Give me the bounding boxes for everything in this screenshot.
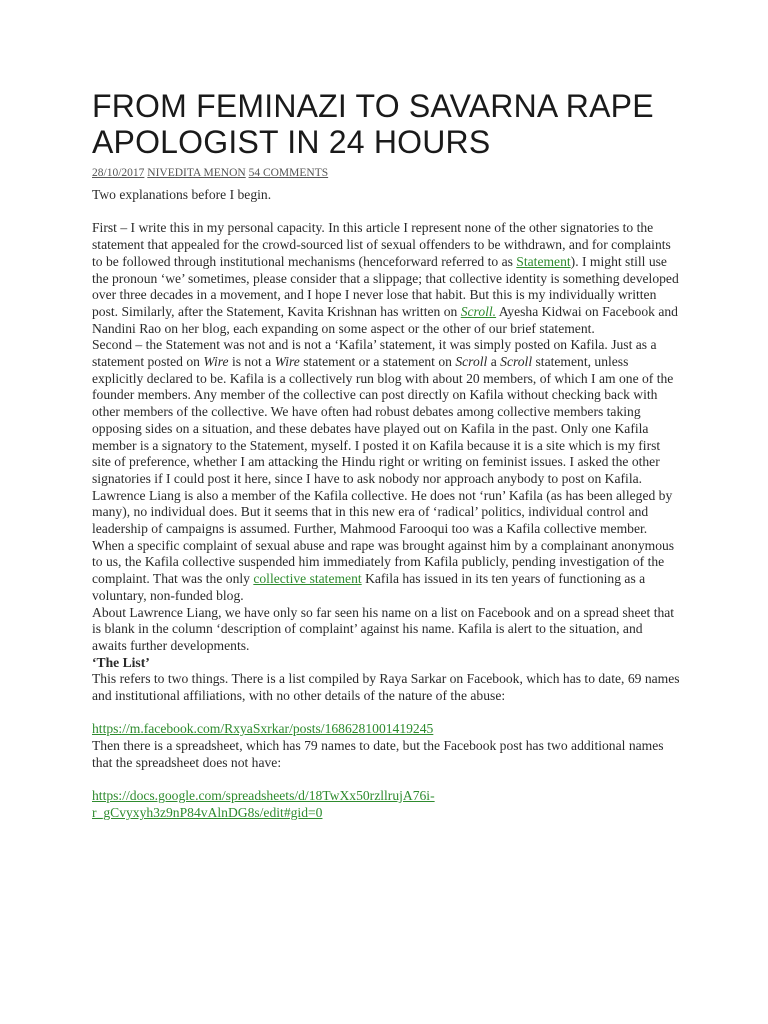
paragraph-second: Second – the Statement was not and is not a ‘Kafila’ statement, it was simply posted on Kafila. Just as a statement posted on Wire is not a Wire statement or a statement on Scroll a Scroll statement, unless explicitly declared to be. Kafila is a collectively run blog with about 20 members, of which I am one of the founder members. Any member of the collective can post directly on Kafila without checking back with other members of the collective. We have often had robust debates among collective members taking opposing sides on a situation, and these debates have played out on Kafila in the past. Only one Kafila member is a signatory to the Statement, myself. I posted it on Kafila because it is a site which is my first site of preference, whether I am attacking the Hindu right or writing on feminist issues. I asked the other signatories if I could post it here, since I have to ask nobody nor approach anybody to post on Kafila. (92, 337, 674, 486)
facebook-url-paragraph (92, 721, 680, 738)
facebook-post-link[interactable]: https://m.facebook.com/RxyaSxrkar/posts/1686281001419245 (92, 721, 434, 737)
post-author-link[interactable]: NIVEDITA MENON (147, 167, 246, 179)
statement-link[interactable]: Statement (516, 253, 571, 269)
post-title: FROM FEMINAZI TO SAVARNA RAPE APOLOGIST IN 24 HOURS (92, 88, 654, 160)
article-body (92, 187, 680, 822)
paragraph-fourth: About Lawrence Liang, we have only so far seen his name on a list on Facebook and on a spread sheet that is blank in the column ‘description of complaint’ against his name. Kafila is alert to the situation, and awaits further developments. (92, 604, 675, 653)
paragraph-fifth: This refers to two things. There is a list compiled by Raya Sarkar on Facebook, which has to date, 69 names and institutional affiliations, with no other details of the nature of the abuse: (92, 671, 680, 704)
collective-statement-link[interactable]: collective statement (253, 571, 362, 587)
paragraph-sixth: Then there is a spreadsheet, which has 79 names to date, but the Facebook post has two additional names that the spreadsheet does not have: (92, 738, 664, 770)
paragraph-first: First – I write this in my personal capacity. In this article I represent none of the other signatories to the statement that appealed for the crowd-sourced list of sexual offenders to be withdrawn, and for complaints to be followed through institutional mechanisms (henceforward referred to as Statement). I might still use the pronoun ‘we’ sometimes, please consider that a slippage; that collective identity is something developed over three decades in a movement, and I hope I never lose that habit. But this is my individually written post. Similarly, after the Statement, Kavita Krishnan has written on Scroll. Ayesha Kidwai on Facebook and Nandini Rao on her blog, each expanding on some aspect or the other of our brief statement. (92, 220, 679, 336)
spreadsheet-link[interactable]: https://docs.google.com/spreadsheets/d/18TwXx50rzllrujA76i- r_gCvyxyh3z9nP84vAlnDG8s/edit#gid=0 (92, 788, 435, 820)
spreadsheet-url-paragraph (92, 788, 680, 821)
post-comments-link[interactable]: 54 COMMENTS (248, 167, 329, 179)
section-heading-the-list: ‘The List’ (92, 654, 150, 670)
post-date-link[interactable]: 28/10/2017 (92, 167, 145, 179)
scroll-link[interactable]: Scroll. (460, 303, 497, 319)
post-meta (92, 166, 328, 180)
paragraph-third: Lawrence Liang is also a member of the Kafila collective. He does not ‘run’ Kafila (as has been alleged by many), no individual does. But it seems that in this new era of ‘radical’ politics, individual control and leadership of campaigns is assumed. Further, Mahmood Farooqui too was a Kafila collective member. When a specific complaint of sexual abuse and rape was brought against him by a complainant anonymous to us, the Kafila collective suspended him immediately from Kafila publicly, pending investigation of the complaint. That was the only collective statement Kafila has issued in its ten years of functioning as a voluntary, non-funded blog. (92, 487, 675, 603)
intro-paragraph: Two explanations before I begin. (92, 187, 272, 202)
